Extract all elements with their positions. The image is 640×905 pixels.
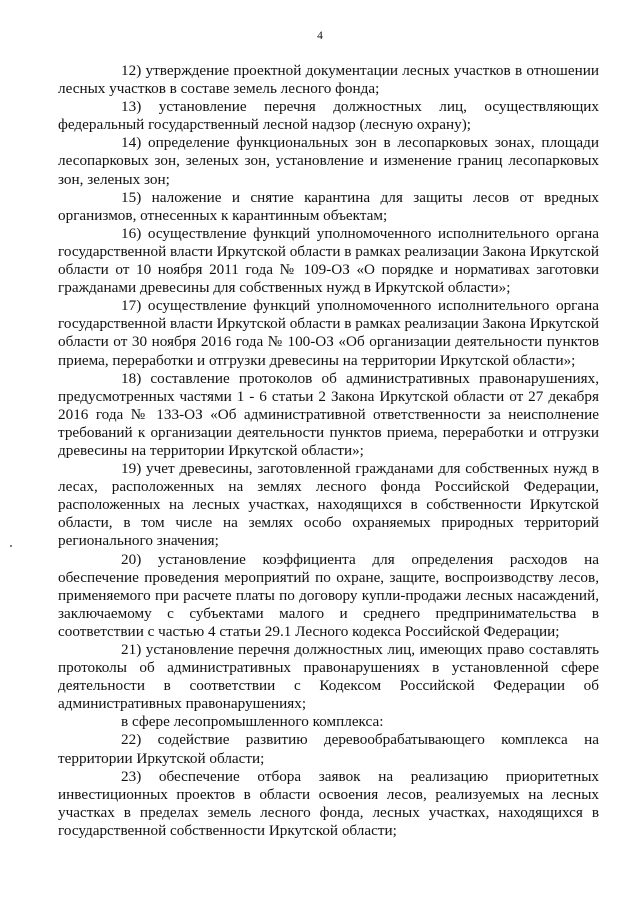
list-item-15: 15) наложение и снятие карантина для защиты лесов от вредных организмов, отнесенных к карантинным объектам;	[58, 188, 599, 224]
list-item-14: 14) определение функциональных зон в лесопарковых зонах, площади лесопарковых зон, зеленых зон, установление и изменение границ лесопарковых зон, зеленых зон;	[58, 134, 599, 188]
list-item-22: 22) содействие развитию деревообрабатывающего комплекса на территории Иркутской области;	[58, 731, 599, 767]
list-item-16: 16) осуществление функций уполномоченного исполнительного органа государственной власти Иркутской области в рамках реализации Закона Иркутской области от 10 ноября 2011 года № 109-ОЗ «О порядке и нормативах заготовки гражданами древесины для собственных нужд в Иркутской области»;	[58, 224, 599, 297]
list-item-21: 21) установление перечня должностных лиц, имеющих право составлять протоколы об административных правонарушениях в установленной сфере деятельности в соответствии с Кодексом Российской Федерации об административных правонарушениях;	[58, 641, 599, 713]
list-item-13: 13) установление перечня должностных лиц, осуществляющих федеральный государственный лесной надзор (лесную охрану);	[58, 98, 599, 134]
section-heading: в сфере лесопромышленного комплекса:	[121, 713, 384, 731]
document-body	[58, 62, 599, 840]
list-item-17: 17) осуществление функций уполномоченного исполнительного органа государственной власти Иркутской области в рамках реализации Закона Иркутской области от 30 ноября 2016 года № 100-ОЗ «Об организации деятельности пунктов приема, переработки и отгрузки древесины на территории Иркутской области»;	[58, 297, 599, 369]
list-item-19: 19) учет древесины, заготовленной гражданами для собственных нужд в лесах, расположенных на землях лесного фонда Российской Федерации, расположенных на лесных участках, находящихся в собственности Иркутской области, в том числе на землях особо охраняемых природных территорий регионального значения;	[58, 460, 599, 550]
page-number: 4	[317, 30, 323, 42]
scan-speck	[10, 545, 12, 547]
list-item-18: 18) составление протоколов об административных правонарушениях, предусмотренных частями 1 - 6 статьи 2 Закона Иркутской области от 27 декабря 2016 года № 133-ОЗ «Об административной ответственности за неисполнение требований к организации деятельности пунктов приема, переработки и отгрузки древесины на территории Иркутской области»;	[58, 369, 599, 459]
list-item-12: 12) утверждение проектной документации лесных участков в отношении лесных участков в составе земель лесного фонда;	[58, 62, 599, 98]
list-item-23: 23) обеспечение отбора заявок на реализацию приоритетных инвестиционных проектов в области освоения лесов, реализуемых на лесных участках в пределах земель лесного фонда, лесных участках, находящихся в государственной собственности Иркутской области;	[58, 767, 599, 839]
list-item-20: 20) установление коэффициента для определения расходов на обеспечение проведения мероприятий по охране, защите, воспроизводству лесов, применяемого при расчете платы по договору купли-продажи лесных насаждений, заключаемому с субъектами малого и среднего предпринимательства в соответствии с частью 4 статьи 29.1 Лесного кодекса Российской Федерации;	[58, 550, 599, 640]
